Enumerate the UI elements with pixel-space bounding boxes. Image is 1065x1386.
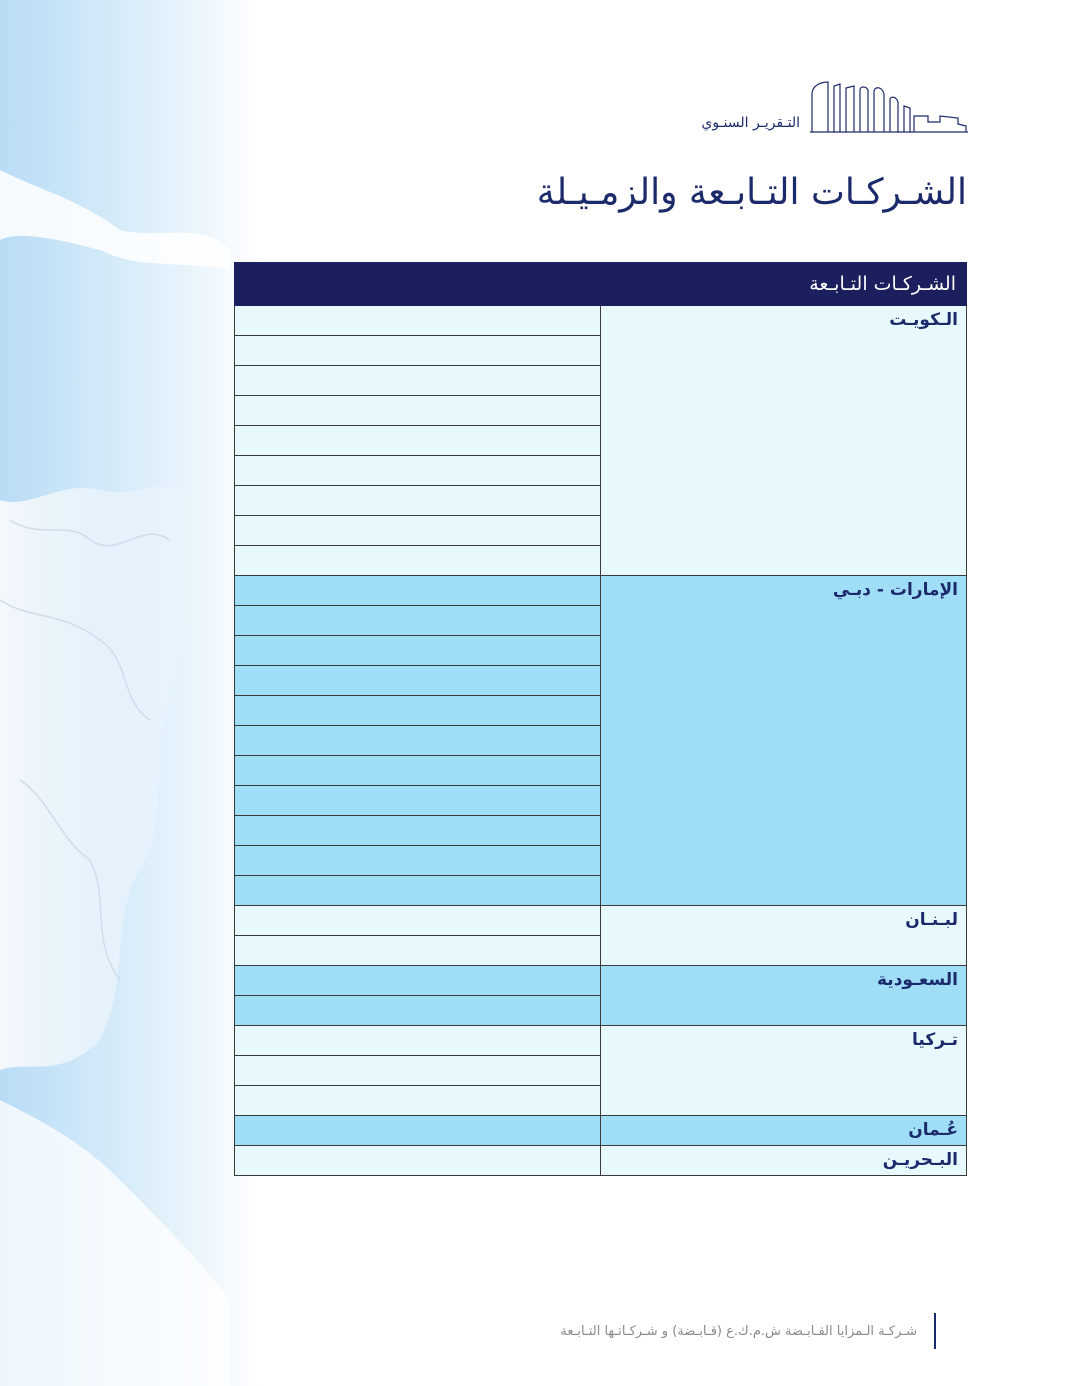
table-header: الشـركـات التـابـعة xyxy=(235,263,967,306)
report-label: التـقريـر السنـوي xyxy=(701,115,800,131)
company-cell xyxy=(235,906,601,936)
company-cell xyxy=(235,876,601,906)
company-cell xyxy=(235,426,601,456)
company-cell xyxy=(235,816,601,846)
company-cell xyxy=(235,786,601,816)
company-cell xyxy=(235,1146,601,1176)
table-row xyxy=(235,966,967,996)
company-cell xyxy=(235,306,601,336)
company-cell xyxy=(235,966,601,996)
company-cell xyxy=(235,516,601,546)
company-cell xyxy=(235,696,601,726)
company-cell xyxy=(235,666,601,696)
skyline-logo-icon xyxy=(810,78,970,134)
company-cell xyxy=(235,1056,601,1086)
country-cell: الـكويـت xyxy=(601,306,967,576)
company-cell xyxy=(235,576,601,606)
country-cell: تـركيا xyxy=(601,1026,967,1116)
company-cell xyxy=(235,366,601,396)
company-cell xyxy=(235,486,601,516)
company-cell xyxy=(235,606,601,636)
company-cell xyxy=(235,936,601,966)
company-cell xyxy=(235,726,601,756)
country-cell: السعـودية xyxy=(601,966,967,1026)
company-cell xyxy=(235,546,601,576)
country-cell: الإمارات - دبـي xyxy=(601,576,967,906)
company-cell xyxy=(235,636,601,666)
company-cell xyxy=(235,1116,601,1146)
company-cell xyxy=(235,756,601,786)
footer-text: شـركـة الـمزايا القـابـضة ش.م.ك.ع (قـابـضة) و شـركـاتـها التـابـعة xyxy=(560,1324,917,1339)
table-body xyxy=(235,306,967,1176)
company-cell xyxy=(235,846,601,876)
table-row xyxy=(235,576,967,606)
company-cell xyxy=(235,1026,601,1056)
company-cell xyxy=(235,336,601,366)
table-row xyxy=(235,1116,967,1146)
company-cell xyxy=(235,396,601,426)
company-cell xyxy=(235,1086,601,1116)
subsidiaries-table xyxy=(234,262,967,1176)
country-cell: عُـمان xyxy=(601,1116,967,1146)
table-row xyxy=(235,1026,967,1056)
world-map-background xyxy=(0,0,260,1386)
table-row xyxy=(235,306,967,336)
company-cell xyxy=(235,456,601,486)
company-cell xyxy=(235,996,601,1026)
footer-divider xyxy=(934,1313,936,1349)
page-title: الشـركـات التـابـعة والزمـيـلة xyxy=(536,172,967,213)
table-row xyxy=(235,1146,967,1176)
country-cell: البـحريـن xyxy=(601,1146,967,1176)
table-row xyxy=(235,906,967,936)
country-cell: لبـنـان xyxy=(601,906,967,966)
